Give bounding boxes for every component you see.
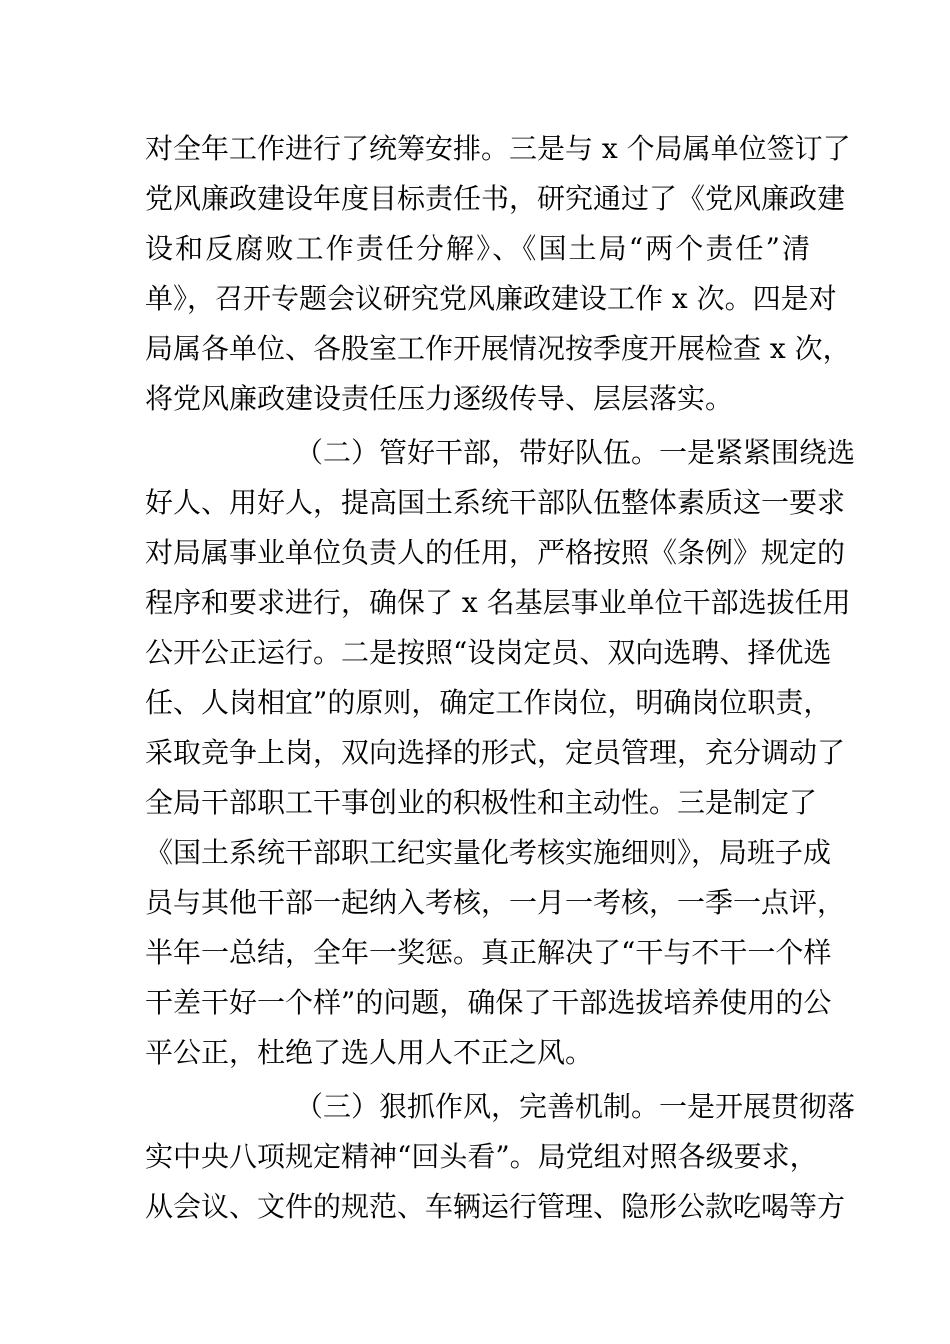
paragraph-1 <box>145 124 851 424</box>
text-line: 干差干好一个样”的问题，确保了干部选拔培养使用的公 <box>145 986 832 1019</box>
text-line: 设和反腐败工作责任分解》、《国土局“两个责任”清 <box>145 232 810 265</box>
paragraph-3 <box>145 1082 856 1232</box>
text-line: 任、人岗相宜”的原则，确定工作岗位，明确岗位职责， <box>145 686 832 719</box>
text-line: 实中央八项规定精神“回头看”。局党组对照各级要求， <box>145 1140 818 1173</box>
section-heading-line: （三）狠抓作风，完善机制。一是开展贯彻落 <box>295 1090 856 1123</box>
paragraph-2 <box>145 428 856 1078</box>
text-line: 从会议、文件的规范、车辆运行管理、隐形公款吃喝等方 <box>145 1190 846 1223</box>
text-line: 对局属事业单位负责人的任用，严格按照《条例》规定的 <box>145 536 846 569</box>
text-line: 局属各单位、各股室工作开展情况按季度开展检查 x 次， <box>145 332 851 365</box>
text-line: 员与其他干部一起纳入考核，一月一考核，一季一点评， <box>145 886 846 919</box>
text-line: 采取竞争上岗，双向选择的形式，定员管理，充分调动了 <box>145 736 846 769</box>
text-line: 《国土系统干部职工纪实量化考核实施细则》，局班子成 <box>145 836 832 869</box>
text-line: 好人、用好人，提高国土系统干部队伍整体素质这一要求 <box>145 486 846 519</box>
text-line: 党风廉政建设年度目标责任书，研究通过了《党风廉政建 <box>145 182 846 215</box>
text-line: 将党风廉政建设责任压力逐级传导、层层落实。 <box>145 382 734 415</box>
text-line: 公开公正运行。二是按照“设岗定员、双向选聘、择优选 <box>145 636 832 669</box>
text-line: 半年一总结，全年一奖惩。真正解决了“干与不干一个样 <box>145 936 832 969</box>
text-line: 对全年工作进行了统筹安排。三是与 x 个局属单位签订了 <box>145 132 851 165</box>
text-line: 全局干部职工干事创业的积极性和主动性。三是制定了 <box>145 786 818 819</box>
document-body <box>145 124 856 1232</box>
text-line: 单》，召开专题会议研究党风廉政建设工作 x 次。四是对 <box>145 282 837 315</box>
section-heading-line: （二）管好干部，带好队伍。一是紧紧围绕选 <box>295 436 856 469</box>
text-line: 程序和要求进行，确保了 x 名基层事业单位干部选拔任用 <box>145 586 851 619</box>
text-line: 平公正，杜绝了选人用人不正之风。 <box>145 1036 594 1069</box>
